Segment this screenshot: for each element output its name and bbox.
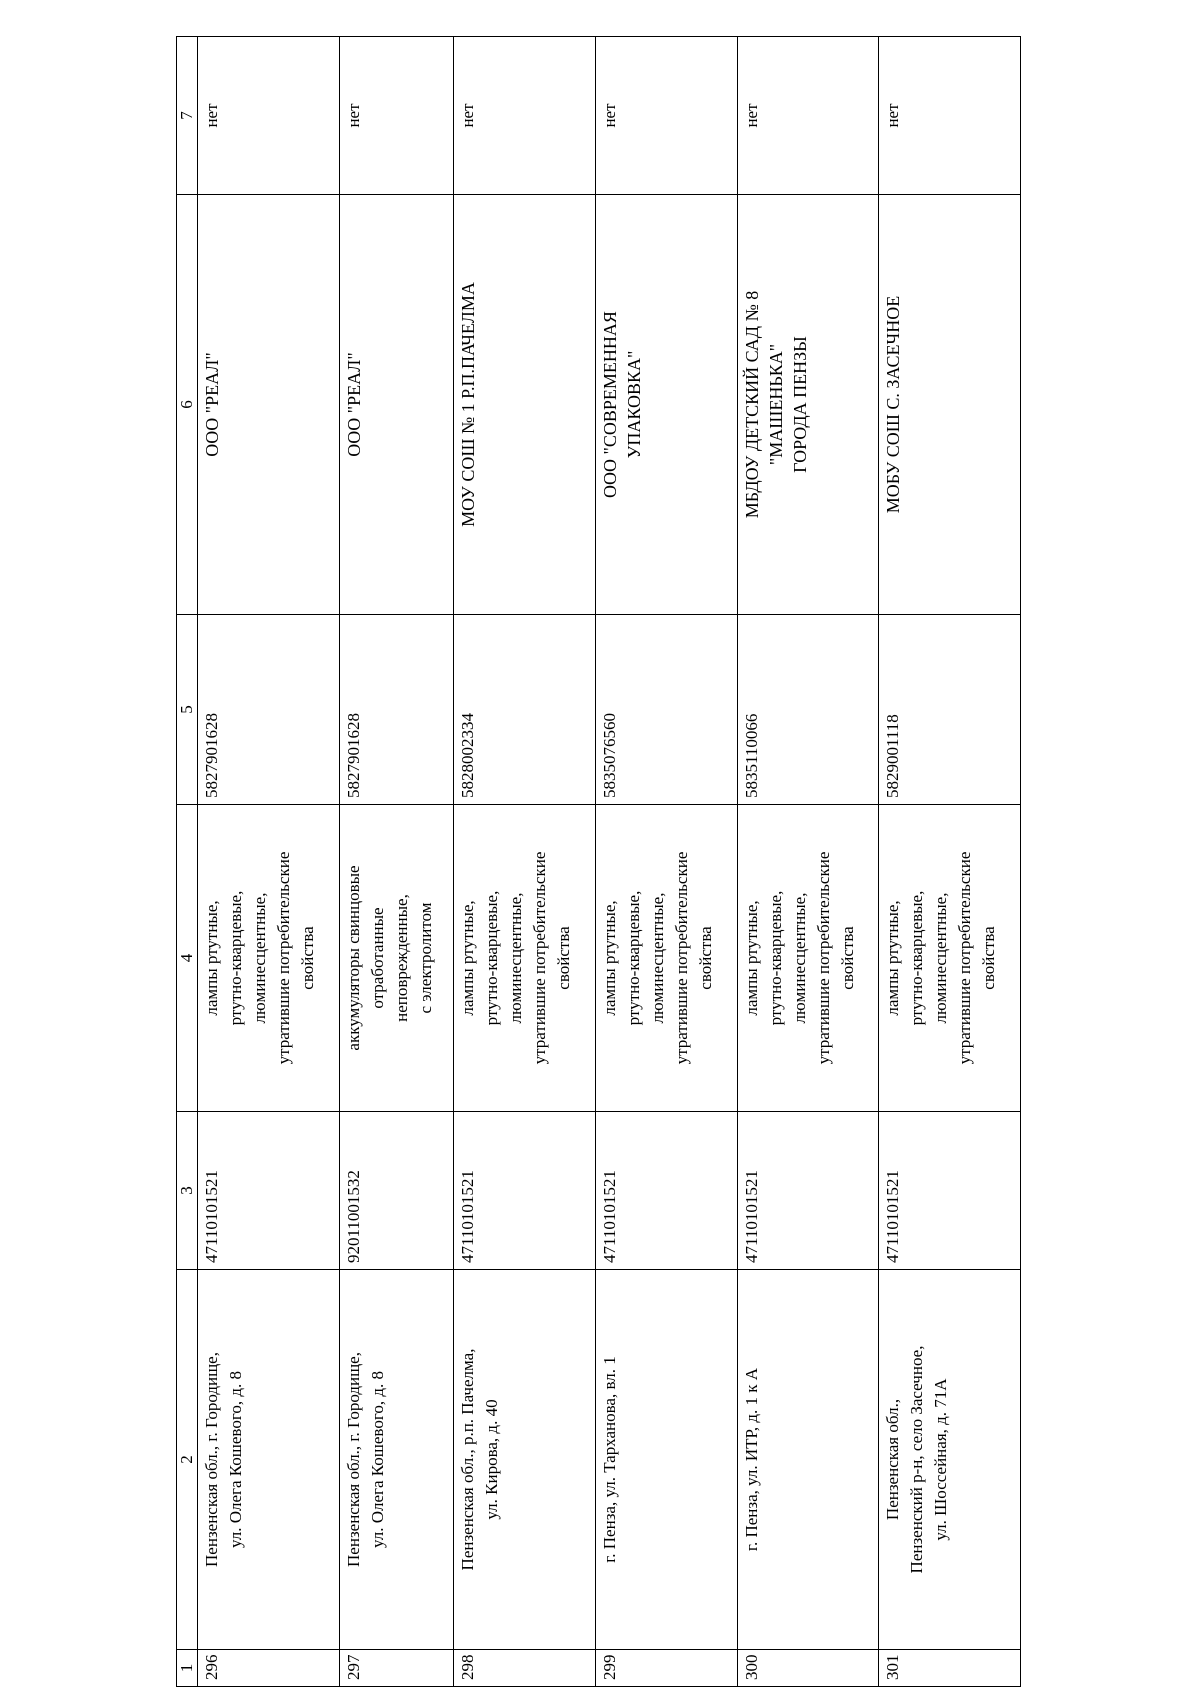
flag-cell: нет (454, 37, 596, 195)
waste-line: свойства (298, 926, 317, 990)
table-row (339, 37, 453, 1687)
inn-cell: 5828002334 (454, 615, 596, 805)
waste-line: неповрежденные, (391, 894, 411, 1022)
flag-cell: нет (198, 37, 340, 195)
waste-line: лампы ртутные, (741, 900, 761, 1016)
waste-code-cell: 47110101521 (737, 1112, 879, 1270)
waste-line: лампы ртутные, (202, 900, 221, 1016)
waste-line: аккумуляторы свинцовые (343, 865, 363, 1051)
organization-line: МБДОУ ДЕТСКИЙ САД № 8 (741, 290, 762, 519)
row-number: 298 (454, 1650, 596, 1687)
column-header-4: 4 (177, 805, 198, 1112)
waste-type-cell (737, 805, 879, 1112)
row-number: 297 (339, 1650, 453, 1687)
organization-cell (198, 195, 340, 615)
row-number: 299 (595, 1650, 737, 1687)
waste-line: утратившие потребительские (671, 851, 691, 1065)
waste-code-cell: 47110101521 (595, 1112, 737, 1270)
table-row (595, 37, 737, 1687)
waste-code-cell: 47110101521 (879, 1112, 1021, 1270)
waste-line: утратившие потребительские (530, 851, 550, 1065)
organization-line: ГОРОДА ПЕНЗЫ (789, 336, 810, 473)
waste-type-cell (198, 805, 340, 1112)
organization-line: УПАКОВКА" (623, 350, 644, 459)
waste-line: люминесцентные, (789, 892, 809, 1024)
organization-line: ООО "РЕАЛ" (343, 352, 364, 457)
waste-line: ртутно-кварцевые, (226, 890, 245, 1026)
waste-type-cell (339, 805, 453, 1112)
inn-cell: 5827901628 (339, 615, 453, 805)
address-line: ул. Олега Кошевого, д. 8 (367, 1370, 387, 1549)
waste-code-cell: 92011001532 (339, 1112, 453, 1270)
inn-cell: 5835110066 (737, 615, 879, 805)
address-line: ул. Олега Кошевого, д. 8 (226, 1370, 245, 1549)
waste-line: лампы ртутные, (883, 900, 903, 1016)
organization-cell (595, 195, 737, 615)
organization-line: ООО "РЕАЛ" (202, 352, 222, 457)
organization-line: ООО "СОВРЕМЕННАЯ (599, 311, 620, 498)
organization-cell (737, 195, 879, 615)
rotated-page (176, 37, 1021, 1687)
address-line: ул. Шоссейная, д. 71А (931, 1378, 951, 1541)
organization-line: МОУ СОШ № 1 Р.П.ПАЧЕЛМА (458, 282, 479, 527)
organization-line: МОБУ СОШ С. ЗАСЕЧНОЕ (883, 295, 904, 514)
waste-line: ртутно-кварцевые, (765, 890, 785, 1026)
table-row (879, 37, 1021, 1687)
inn-cell: 5835076560 (595, 615, 737, 805)
address-cell (595, 1270, 737, 1650)
address-line: Пензенский р-н, село Засечное, (907, 1345, 927, 1574)
waste-type-cell (595, 805, 737, 1112)
address-line: г. Пенза, ул. ИТР, д. 1 к А (741, 1367, 761, 1552)
address-line: Пензенская обл., р.п. Пачелма, (458, 1348, 478, 1571)
address-line: Пензенская обл., г. Городище, (343, 1352, 363, 1567)
table-row (198, 37, 340, 1687)
flag-cell: нет (879, 37, 1021, 195)
waste-line: утратившие потребительские (955, 851, 975, 1065)
table-row (454, 37, 596, 1687)
organization-line: "МАШЕНЬКА" (765, 343, 786, 466)
waste-line: свойства (837, 926, 857, 990)
row-number: 300 (737, 1650, 879, 1687)
waste-line: ртутно-кварцевые, (907, 890, 927, 1026)
waste-line: люминесцентные, (506, 892, 526, 1024)
address-cell (339, 1270, 453, 1650)
waste-line: люминесцентные, (647, 892, 667, 1024)
table-row (737, 37, 879, 1687)
waste-line: свойства (979, 926, 999, 990)
waste-type-cell (454, 805, 596, 1112)
address-line: г. Пенза, ул. Тарханова, вл. 1 (599, 1356, 619, 1563)
waste-line: с электролитом (415, 902, 435, 1014)
address-line: Пензенская обл., г. Городище, (202, 1352, 221, 1567)
header-row (177, 37, 198, 1687)
flag-cell: нет (595, 37, 737, 195)
waste-line: ртутно-кварцевые, (623, 890, 643, 1026)
column-header-3: 3 (177, 1112, 198, 1270)
address-cell (454, 1270, 596, 1650)
waste-type-cell (879, 805, 1021, 1112)
address-cell (737, 1270, 879, 1650)
waste-line: лампы ртутные, (458, 900, 478, 1016)
flag-cell: нет (339, 37, 453, 195)
address-cell (879, 1270, 1021, 1650)
waste-line: люминесцентные, (931, 892, 951, 1024)
address-line: Пензенская обл., (883, 1398, 903, 1521)
registry-table (176, 36, 1021, 1687)
organization-cell (454, 195, 596, 615)
waste-line: утратившие потребительские (813, 851, 833, 1065)
waste-code-cell: 47110101521 (454, 1112, 596, 1270)
column-header-1: 1 (177, 1650, 198, 1687)
waste-line: люминесцентные, (250, 892, 269, 1024)
row-number: 301 (879, 1650, 1021, 1687)
waste-line: свойства (554, 926, 574, 990)
inn-cell: 5827901628 (198, 615, 340, 805)
waste-line: отработанные (367, 907, 387, 1009)
organization-cell (879, 195, 1021, 615)
address-cell (198, 1270, 340, 1650)
inn-cell: 5829001118 (879, 615, 1021, 805)
column-header-7: 7 (177, 37, 198, 195)
row-number: 296 (198, 1650, 340, 1687)
waste-code-cell: 47110101521 (198, 1112, 340, 1270)
flag-cell: нет (737, 37, 879, 195)
waste-line: лампы ртутные, (599, 900, 619, 1016)
column-header-6: 6 (177, 195, 198, 615)
column-header-5: 5 (177, 615, 198, 805)
organization-cell (339, 195, 453, 615)
waste-line: утратившие потребительские (274, 851, 293, 1065)
waste-line: ртутно-кварцевые, (482, 890, 502, 1026)
column-header-2: 2 (177, 1270, 198, 1650)
waste-line: свойства (695, 926, 715, 990)
address-line: ул. Кирова, д. 40 (482, 1399, 502, 1520)
